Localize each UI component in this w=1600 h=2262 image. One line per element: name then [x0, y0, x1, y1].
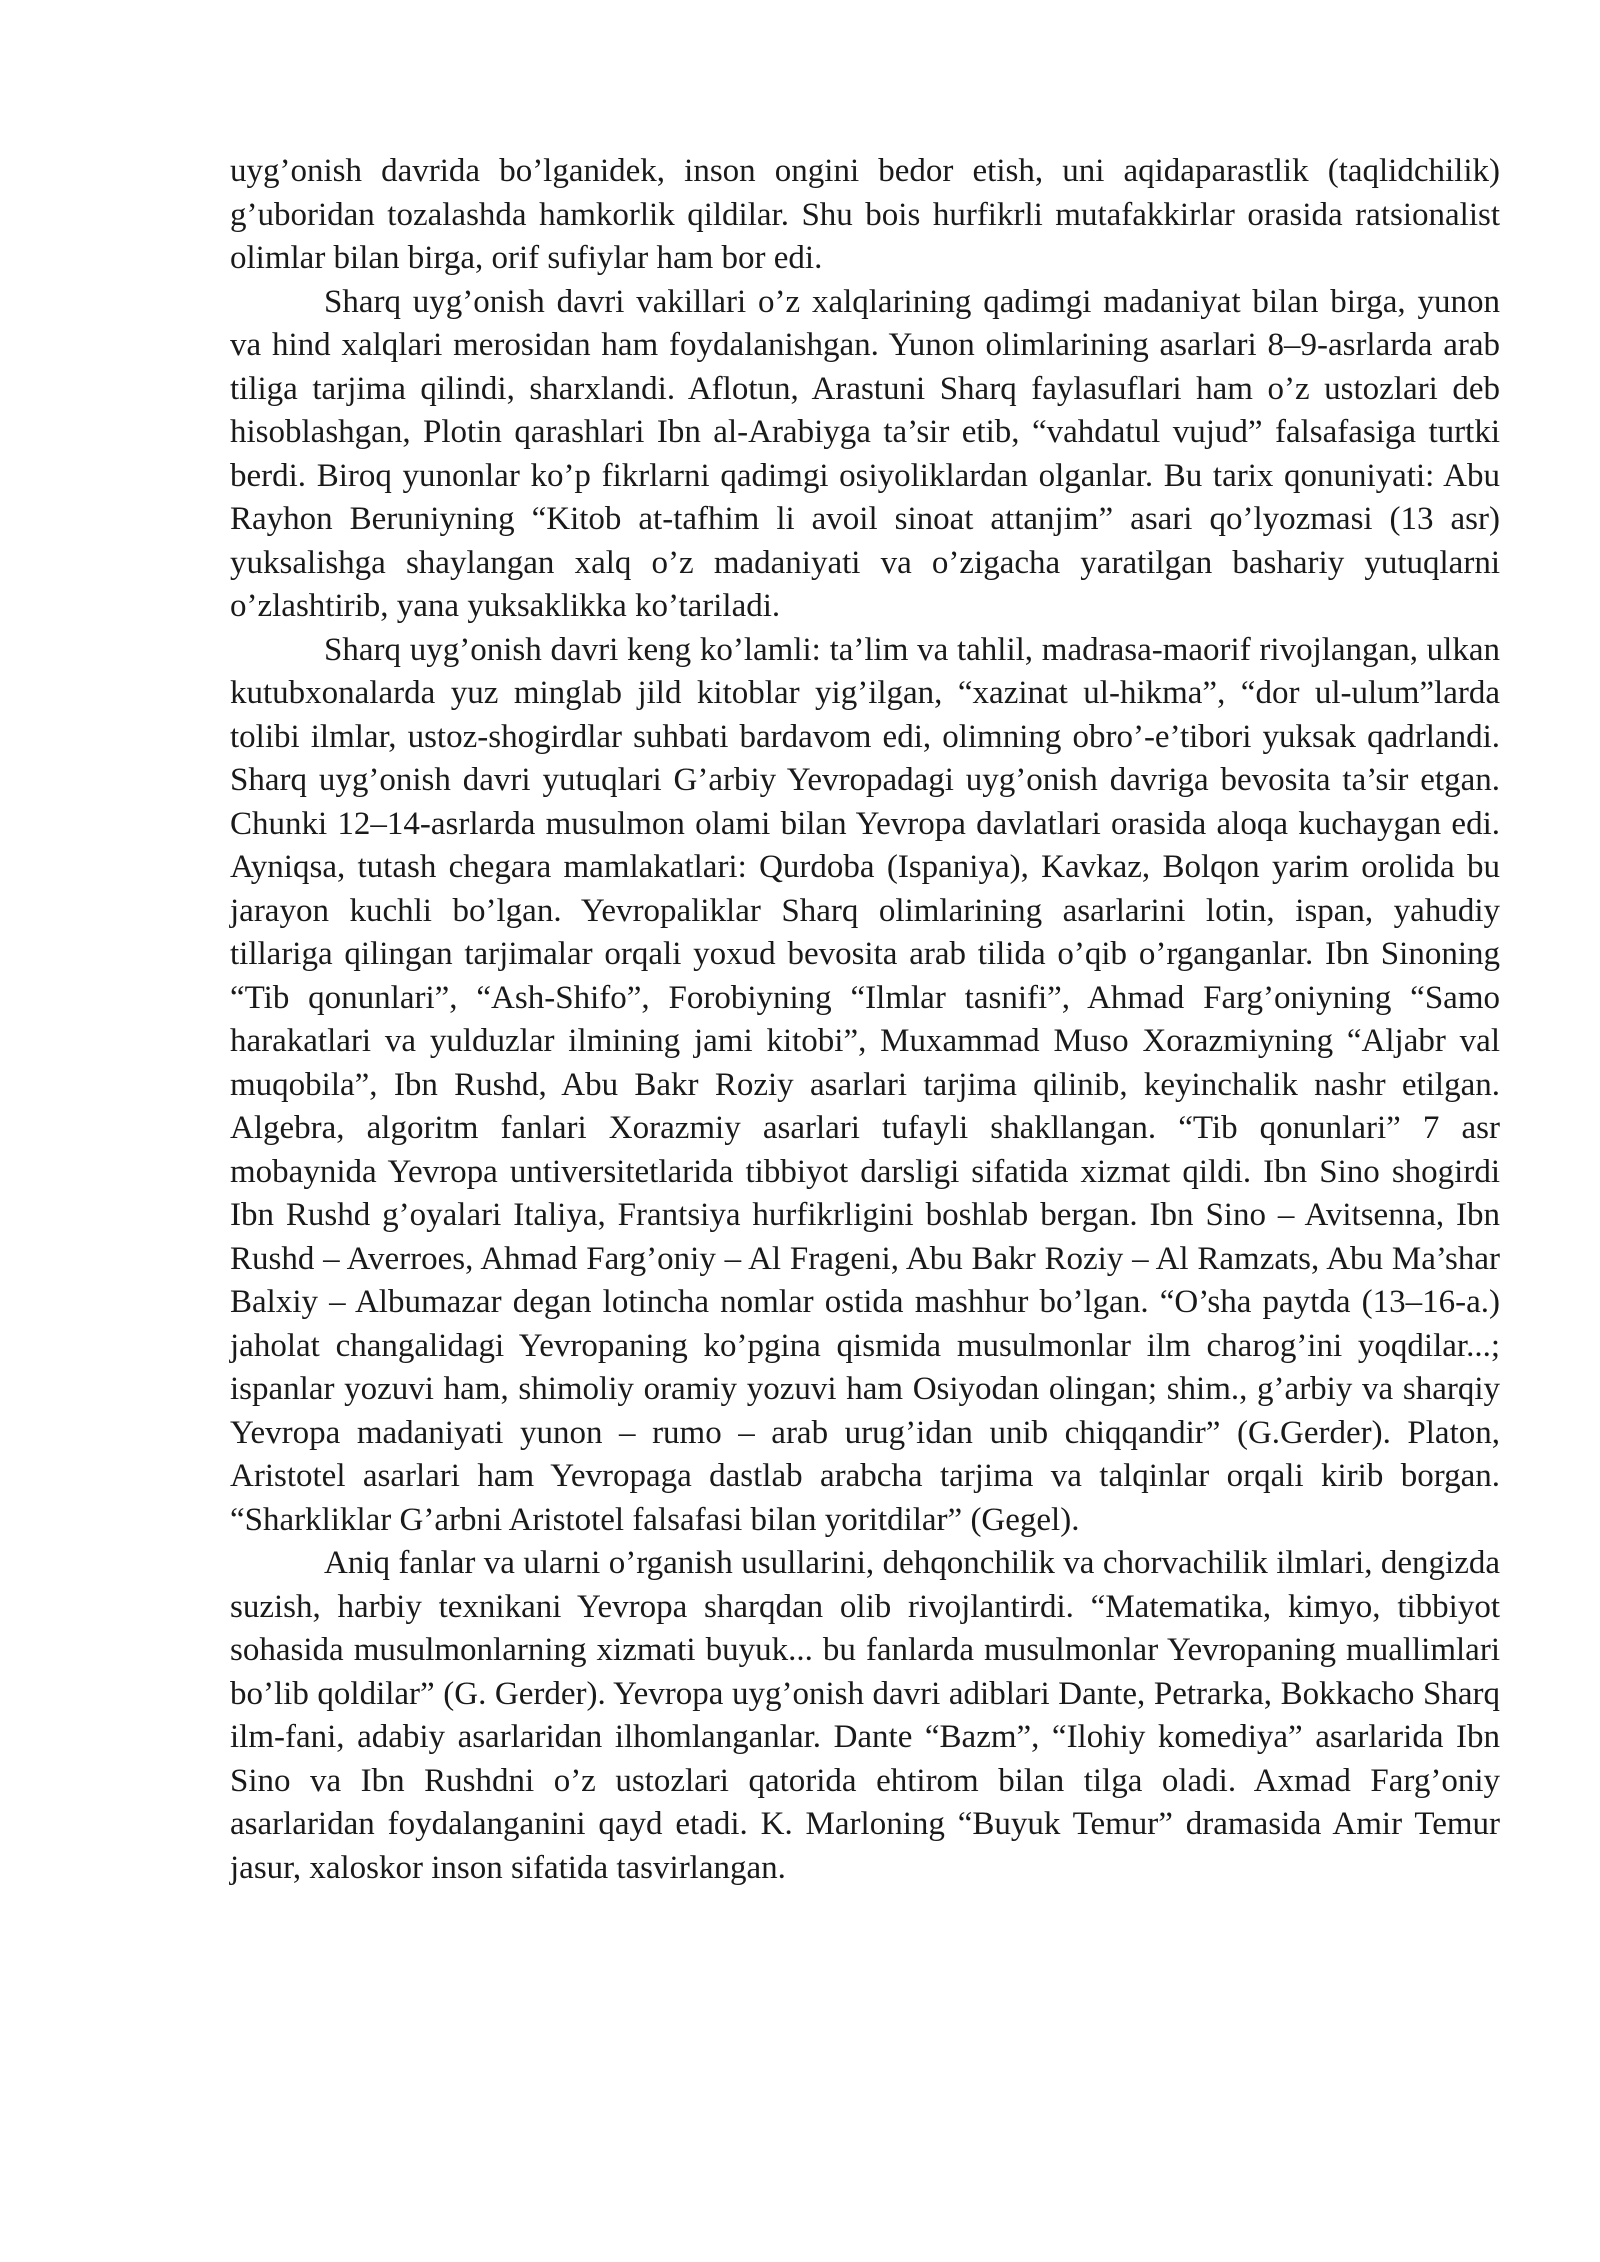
- paragraph-1: uyg’onish davrida bo’lganidek, inson ongini bedor etish, uni aqidaparastlik (taqlidchilik) g’uboridan tozalashda hamkorlik qildilar. Shu bois hurfikrli mutafakkirlar orasida ratsionalist olimlar bilan birga, orif sufiylar ham bor edi.: [230, 153, 1500, 276]
- paragraph-2: Sharq uyg’onish davri vakillari o’z xalqlarining qadimgi madaniyat bilan birga, yunon va hind xalqlari merosidan ham foydalanishgan. Yunon olimlarining asarlari 8–9-asrlarda arab tiliga tarjima qilindi, sharxlandi. Aflotun, Arastuni Sharq faylasuflari ham o’z ustozlari deb hisoblashgan, Plotin qarashlari Ibn al-Arabiyga ta’sir etib, “vahdatul vujud” falsafasiga turtki berdi. Biroq yunonlar ko’p fikrlarni qadimgi osiyoliklardan olganlar. Bu tarix qonuniyati: Abu Rayhon Beruniyning “Kitob at-tafhim li avoil sinoat attanjim” asari qo’lyozmasi (13 asr) yuksalishga shaylangan xalq o’z madaniyati va o’zigacha yaratilgan bashariy yutuqlarni o’zlashtirib, yana yuksaklikka ko’tariladi.: [230, 283, 1500, 624]
- paragraph-3: Sharq uyg’onish davri keng ko’lamli: ta’lim va tahlil, madrasa-maorif rivojlangan, ulkan kutubxonalarda yuz minglab jild kitoblar yig’ilgan, “xazinat ul-hikma”, “dor ul-ulum”larda tolibi ilmlar, ustoz-shogirdlar suhbati bardavom edi, olimning obro’-e’tibori yuksak qadrlandi. Sharq uyg’onish davri yutuqlari G’arbiy Yevropadagi uyg’onish davriga bevosita ta’sir etgan. Chunki 12–14-asrlarda musulmon olami bilan Yevropa davlatlari orasida aloqa kuchaygan edi. Ayniqsa, tutash chegara mamlakatlari: Qurdoba (Ispaniya), Kavkaz, Bolqon yarim orolida bu jarayon kuchli bo’lgan. Yevropaliklar Sharq olimlarining asarlarini lotin, ispan, yahudiy tillariga qilingan tarjimalar orqali yoxud bevosita arab tilida o’qib o’rganganlar. Ibn Sinoning “Tib qonunlari”, “Ash-Shifo”, Forobiyning “Ilmlar tasnifi”, Ahmad Farg’oniyning “Samo harakatlari va yulduzlar ilmining jami kitobi”, Muxammad Muso Xorazmiyning “Aljabr val muqobila”, Ibn Rushd, Abu Bakr Roziy asarlari tarjima qilinib, keyinchalik nashr etilgan. Algebra, algoritm fanlari Xorazmiy asarlari tufayli shakllangan. “Tib qonunlari” 7 asr mobaynida Yevropa untiversitetlarida tibbiyot darsligi sifatida xizmat qildi. Ibn Sino shogirdi Ibn Rushd g’oyalari Italiya, Frantsiya hurfikrligini boshlab bergan. Ibn Sino – Avitsenna, Ibn Rushd – Averroes, Ahmad Farg’oniy – Al Frageni, Abu Bakr Roziy – Al Ramzats, Abu Ma’shar Balxiy – Albumazar degan lotincha nomlar ostida mashhur bo’lgan. “O’sha paytda (13–16-a.) jaholat changalidagi Yevropaning ko’pgina qismida musulmonlar ilm charog’ini yoqdilar...; ispanlar yozuvi ham, shimoliy oramiy yozuvi ham Osiyodan olingan; shim., g’arbiy va sharqiy Yevropa madaniyati yunon – rumo – arab urug’idan unib chiqqandir” (G.Gerder). Platon, Aristotel asarlari ham Yevropaga dastlab arabcha tarjima va talqinlar orqali kirib borgan. “Sharkliklar G’arbni Aristotel falsafasi bilan yoritdilar” (Gegel).: [230, 631, 1500, 1538]
- document-page: [230, 150, 1500, 1890]
- paragraph-4: Aniq fanlar va ularni o’rganish usullarini, dehqonchilik va chorvachilik ilmlari, dengizda suzish, harbiy texnikani Yevropa sharqdan olib rivojlantirdi. “Matematika, kimyo, tibbiyot sohasida musulmonlarning xizmati buyuk... bu fanlarda musulmonlar Yevropaning muallimlari bo’lib qoldilar” (G. Gerder). Yevropa uyg’onish davri adiblari Dante, Petrarka, Bokkacho Sharq ilm-fani, adabiy asarlaridan ilhomlanganlar. Dante “Bazm”, “Ilohiy komediya” asarlarida Ibn Sino va Ibn Rushdni o’z ustozlari qatorida ehtirom bilan tilga oladi. Axmad Farg’oniy asarlaridan foydalanganini qayd etadi. K. Marloning “Buyuk Temur” dramasida Amir Temur jasur, xaloskor inson sifatida tasvirlangan.: [230, 1545, 1500, 1886]
